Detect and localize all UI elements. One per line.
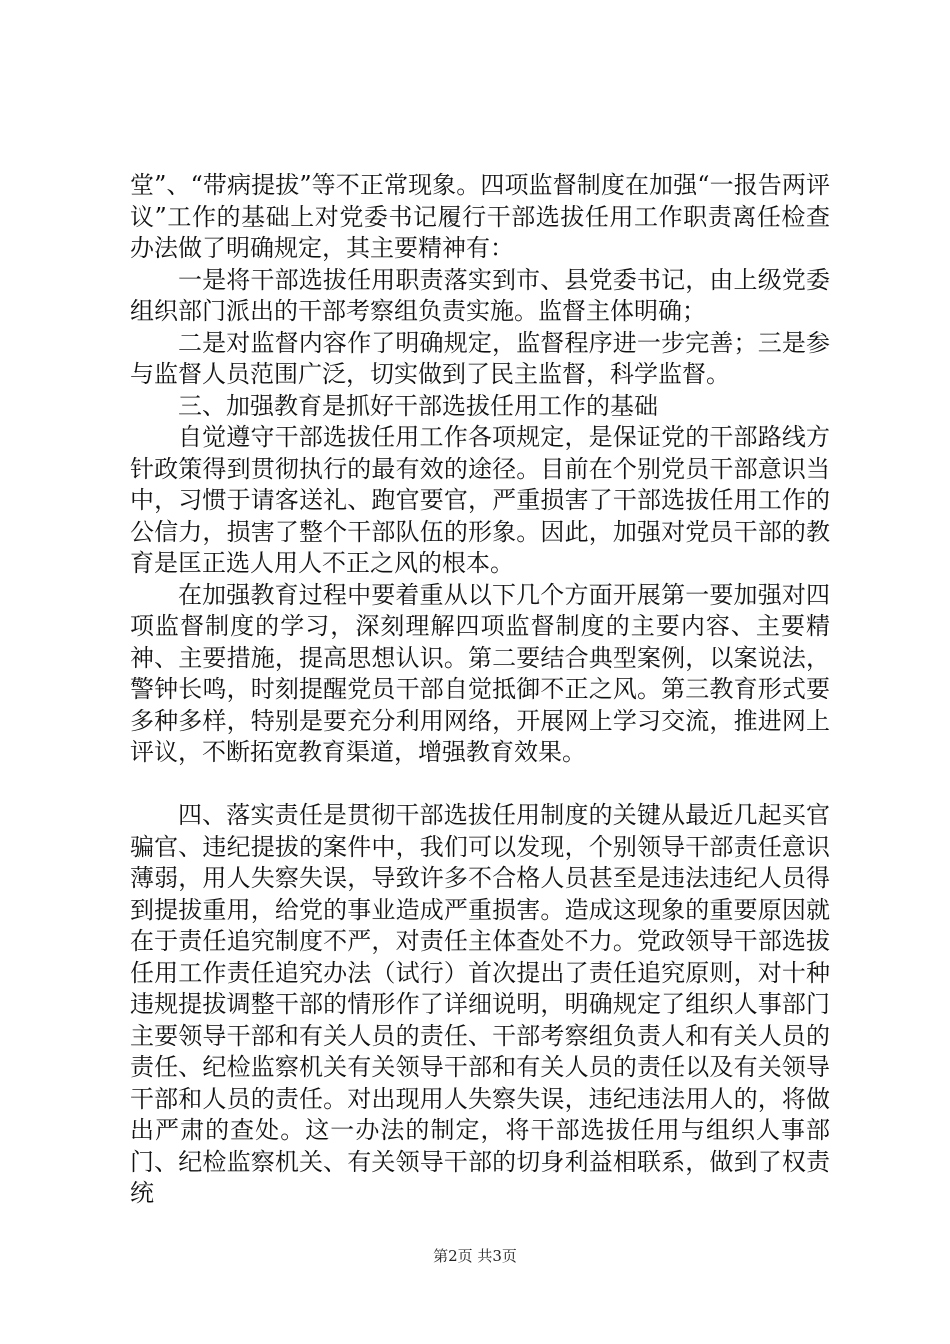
document-body — [130, 170, 830, 1210]
paragraph-continuation: 堂”、“带病提拔”等不正常现象。四项监督制度在加强“一报告两评议”工作的基础上对党委书记履行干部选拔任用工作职责离任检查办法做了明确规定，其主要精神有： — [130, 171, 830, 262]
section-heading-three: 三、加强教育是抓好干部选拔任用工作的基础 — [178, 391, 658, 420]
paragraph-education-measures: 在加强教育过程中要着重从以下几个方面开展第一要加强对四项监督制度的学习，深刻理解四项监督制度的主要内容、主要精神、主要措施，提高思想认识。第二要结合典型案例，以案说法，警钟长鸣，时刻提醒党员干部自觉抵御不正之风。第三教育形式要多种多样，特别是要充分利用网络，开展网上学习交流，推进网上评议，不断拓宽教育渠道，增强教育效果。 — [130, 580, 830, 766]
paragraph-point-one: 一是将干部选拔任用职责落实到市、县党委书记，由上级党委组织部门派出的干部考察组负责实施。监督主体明确； — [130, 265, 830, 325]
paragraph-point-two-three: 二是对监督内容作了明确规定，监督程序进一步完善；三是参与监督人员范围广泛，切实做到了民主监督，科学监督。 — [130, 328, 830, 388]
page-number-footer: 第2页 共3页 — [433, 1247, 517, 1265]
paragraph-section-four-responsibility: 四、落实责任是贯彻干部选拔任用制度的关键从最近几起买官骗官、违纪提拔的案件中，我们可以发现，个别领导干部责任意识薄弱，用人失察失误，导致许多不合格人员甚至是违法违纪人员得到提拔重用，给党的事业造成严重损害。造成这现象的重要原因就在于责任追究制度不严，对责任主体查处不力。党政领导干部选拔任用工作责任追究办法（试行）首次提出了责任追究原则，对十种违规提拔调整干部的情形作了详细说明，明确规定了组织人事部门主要领导干部和有关人员的责任、干部考察组负责人和有关人员的责任、纪检监察机关有关领导干部和有关人员的责任以及有关领导干部和人员的责任。对出现用人失察失误，违纪违法用人的，将做出严肃的查处。这一办法的制定，将干部选拔任用与组织人事部门、纪检监察机关、有关领导干部的切身利益相联系，做到了权责统 — [130, 801, 830, 1207]
paragraph-education-importance: 自觉遵守干部选拔任用工作各项规定，是保证党的干部路线方针政策得到贯彻执行的最有效的途径。目前在个别党员干部意识当中，习惯于请客送礼、跑官要官，严重损害了干部选拔任用工作的公信力，损害了整个干部队伍的形象。因此，加强对党员干部的教育是匡正选人用人不正之风的根本。 — [130, 423, 830, 577]
